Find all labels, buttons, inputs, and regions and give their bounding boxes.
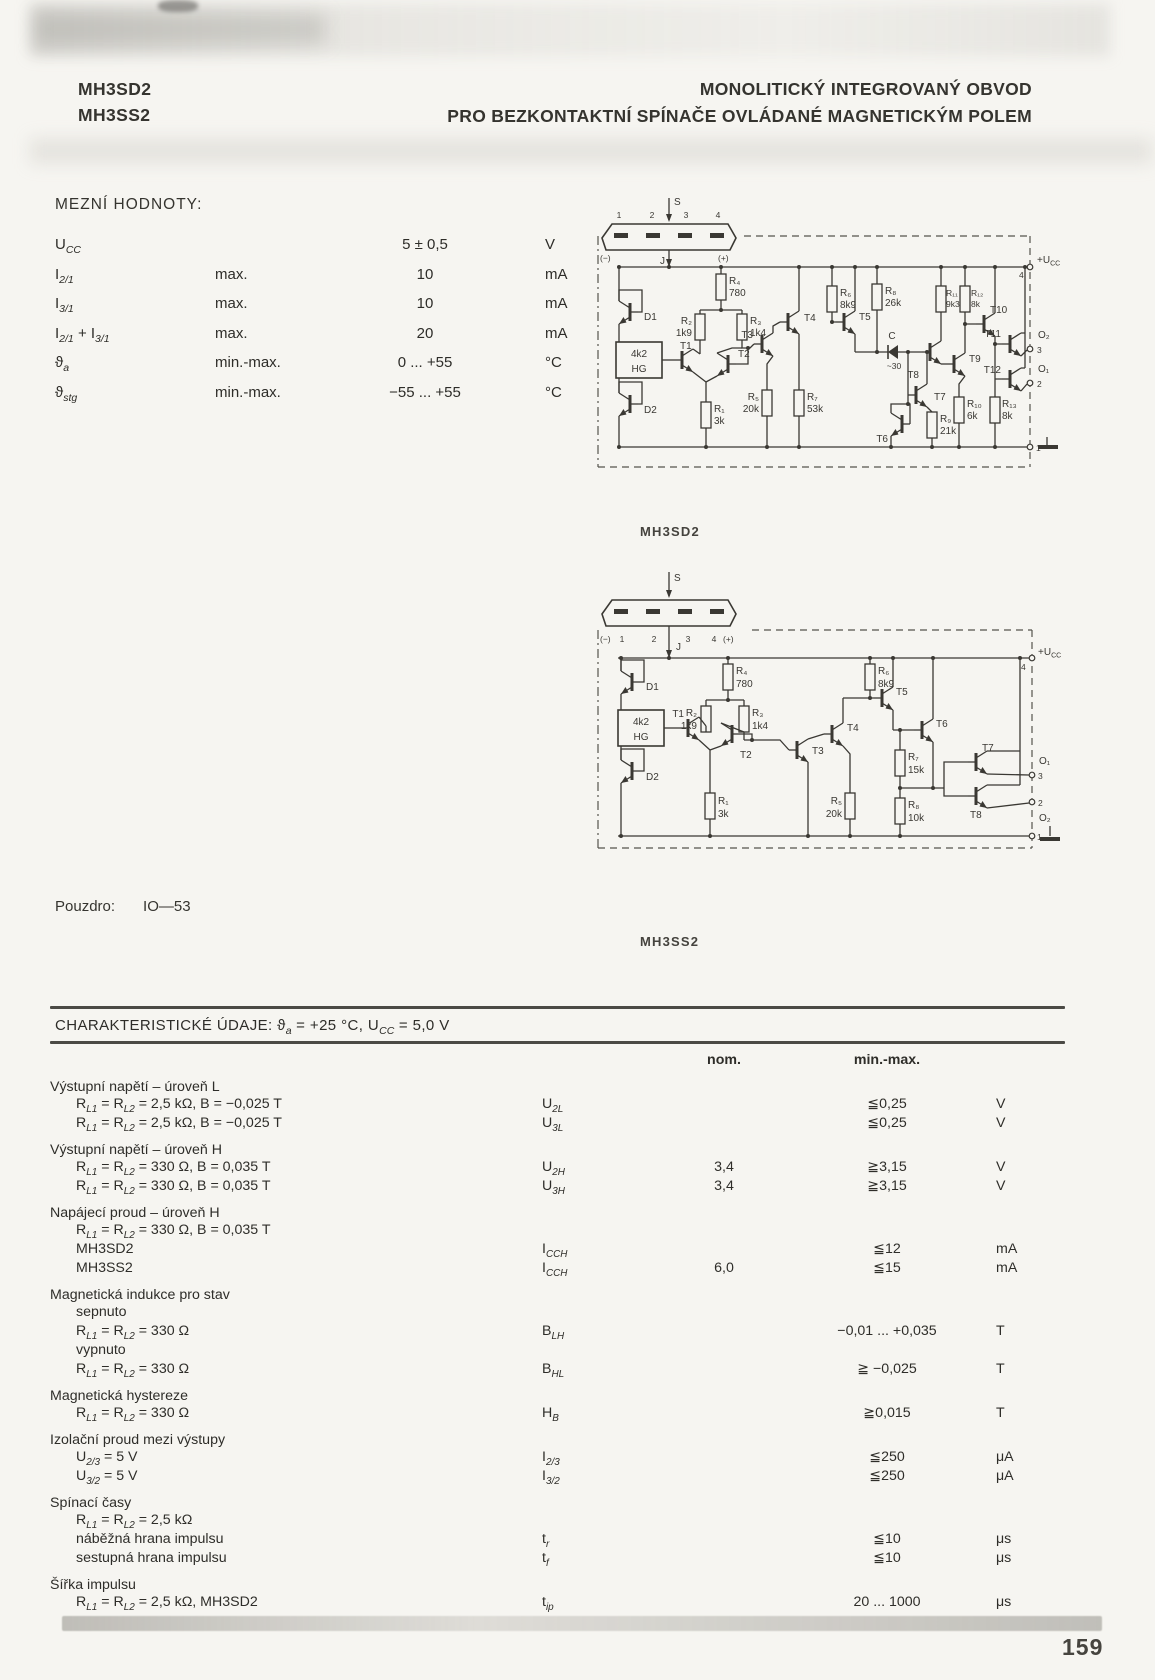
group-title: Výstupní napětí – úroveň H [50,1142,222,1158]
ref-r5: R₅ [747,392,759,403]
nom-value [660,1095,788,1114]
page-title [320,76,1032,130]
s-label: S [674,197,681,208]
r6-value: 8k9 [878,679,895,690]
r8-value: 26k [885,298,902,309]
ref-r11: R₁₁ [946,288,958,298]
unit: V [996,1096,1006,1112]
condition: $R_{L1} = R_{L2} = 330$ Ω, B = 0,035 T [76,1159,271,1178]
package-label: Pouzdro: [55,898,116,915]
ref-d2: D2 [644,405,657,416]
ref-r10: R₁₀ [967,399,982,410]
r2-value: 1k9 [680,721,697,732]
heading-conditions: $ϑ_a = +25$ °C, $U_{CC} = 5,0$ V [277,1017,450,1037]
table-row [50,1259,1065,1278]
part-number-2: MH3SS2 [78,105,151,125]
table-row [50,1095,1065,1114]
table-row [55,348,615,378]
schematic-caption: MH3SD2 [640,524,700,539]
symbol: $I_{2/3}$ [542,1449,560,1468]
ref-t5: T5 [859,312,871,323]
minmax-value: ≦12 [873,1241,901,1257]
r1-value: 3k [714,416,725,427]
r12-value: 8k [971,299,980,309]
pin-number: 2 [1037,379,1042,389]
table-row [50,1511,1065,1530]
ref-r7: R₇ [807,392,818,403]
group-title: Výstupní napětí – úroveň L [50,1079,220,1095]
nom-value [660,1467,788,1486]
table-row [50,1158,1065,1177]
symbol: $B_{LH}$ [542,1323,565,1342]
param-group [50,1079,1065,1133]
nom-value [660,1322,788,1341]
r13-value: 8k [1002,411,1013,422]
symbol: $I_{3/1}$ [55,295,74,315]
ref-t6: T6 [876,434,888,445]
unit: V [996,1159,1006,1175]
table-row [50,1177,1065,1196]
nom-value: 3,4 [714,1159,734,1175]
unit: V [545,236,556,253]
symbol: $I_{2/1}$ [55,265,74,286]
package-outline [602,600,736,626]
minmax-value: ≦0,25 [867,1096,907,1112]
table-row [50,1322,1065,1341]
group-title: Magnetická hystereze [50,1388,189,1404]
unit: μA [996,1449,1014,1465]
limits-heading: MEZNÍ HODNOTY: [55,196,203,213]
nom-value [660,1240,788,1259]
j-label: J [660,256,665,267]
ref-r2: R₂ [685,708,697,719]
package-line [55,898,219,915]
group-title: Spínací časy [50,1495,132,1511]
package-value: IO—53 [143,898,191,915]
unit: μs [996,1550,1012,1566]
condition: $R_{L1} = R_{L2} = 330$ Ω, B = 0,035 T [76,1222,271,1241]
hg-value: 4k2 [630,349,648,360]
symbol: $U_{CC}$ [55,236,82,256]
ucc-label: $+U_{CC}$ [1038,647,1062,660]
unit: V [996,1115,1006,1131]
condition: sepnuto [76,1304,127,1320]
param-group [50,1432,1065,1486]
table-row [50,1467,1065,1486]
symbol: $I_{CCH}$ [542,1260,568,1279]
param-group [50,1388,1065,1423]
unit: μA [996,1468,1014,1484]
part-numbers [78,76,151,128]
ref-t1: T1 [680,341,692,352]
r9-value: 21k [940,426,957,437]
pin-number: 1 [1037,832,1042,842]
symbol: $U_{3L}$ [542,1115,564,1134]
condition: $R_{L1} = R_{L2} = 2,5$ kΩ, MH3SD2 [76,1594,258,1613]
pin-label: 4 [711,634,717,644]
junction-dots [617,265,1027,449]
minmax-value: ≧3,15 [867,1178,907,1194]
param-group [50,1577,1065,1612]
output-label: O₁ [1039,756,1051,767]
characteristics-section [50,1006,1065,1612]
value: 10 [416,295,434,312]
symbol: $ϑ_a$ [55,354,70,374]
col-nom: nom. [707,1052,741,1068]
minmax-value: ≧ −0,025 [857,1361,917,1377]
group-title: Napájecí proud – úroveň H [50,1205,220,1221]
symbol: $I_{3/2}$ [542,1468,560,1487]
ref-t2: T2 [740,750,752,761]
ref-t10: T10 [990,305,1008,316]
minmax-value: ≦15 [873,1260,901,1276]
output-label: O₁ [1038,364,1050,375]
ref-t8: T8 [970,810,982,821]
symbol: $t_{ip}$ [542,1594,554,1613]
pin-label: 4 [715,210,721,220]
unit: mA [545,265,568,283]
condition: sestupná hrana impulsu [76,1550,227,1566]
ref-t3: T3 [812,746,824,757]
title-line-2: PRO BEZKONTAKTNÍ SPÍNAČE OVLÁDANÉ MAGNETICKÝM POLEM [447,106,1032,126]
ref-t1: T1 [672,709,684,720]
ref-r5: R₅ [830,796,842,807]
ref-r8: R₈ [908,800,920,811]
r7-value: 15k [908,765,925,776]
output-label: O₂ [1038,330,1050,341]
unit: °C [545,354,562,371]
ref-t7: T7 [982,743,994,754]
ref-r6: R₆ [878,666,890,677]
ref-t3: T3 [741,330,753,341]
scan-smudge [30,138,1152,164]
hg-label: HG [633,732,649,743]
divider [50,1041,1065,1044]
nom-value [660,1360,788,1379]
table-row [50,1221,1065,1240]
table-row [50,1448,1065,1467]
ref-r4: R₄ [736,666,748,677]
condition: min.-max. [215,354,281,371]
r5-value: 20k [825,809,842,820]
ref-t4: T4 [804,313,816,324]
ic-border [598,630,1032,848]
table-row [50,1303,1065,1322]
r8-value: 10k [908,813,925,824]
nom-value [660,1549,788,1568]
ucc-label: $+U_{CC}$ [1037,255,1061,268]
table-row [50,1530,1065,1549]
ref-r3: R₃ [752,708,764,719]
symbol: $H_B$ [542,1405,559,1424]
ref-t5: T5 [896,687,908,698]
unit: μs [996,1594,1012,1610]
r3-value: 1k4 [752,721,769,732]
hg-label: HG [631,364,647,375]
condition: max. [215,265,248,283]
ref-d1: D1 [644,312,657,323]
symbol: $t_r$ [542,1531,550,1550]
r10-value: 6k [967,411,978,422]
nom-value [660,1593,788,1612]
package-outline [602,224,736,250]
condition: vypnuto [76,1342,126,1358]
condition: $R_{L1} = R_{L2} = 330$ Ω [76,1405,190,1424]
j-label: J [676,642,681,653]
polarity-minus: (−) [600,253,611,263]
pin-label: 3 [683,210,689,220]
ref-t6: T6 [936,719,948,730]
unit: °C [545,383,562,401]
r11-value: 9k3 [946,299,960,309]
schematic-caption: MH3SS2 [640,934,700,949]
pin-number: 4 [1021,662,1026,672]
unit: T [996,1323,1005,1339]
table-row [50,1593,1065,1612]
value: 5 ± 0,5 [402,236,448,253]
r2-value: 1k9 [675,328,692,339]
symbol: $ϑ_{stg}$ [55,383,78,404]
minmax-value: 20 ... 1000 [853,1594,921,1610]
pin-number: 3 [1037,345,1042,355]
ref-r2: R₂ [680,316,692,327]
r5-value: 20k [742,404,759,415]
unit: T [996,1361,1005,1377]
minmax-value: ≦250 [869,1449,905,1465]
scan-mark [158,0,198,12]
pin-label: 2 [651,634,657,644]
table-row [50,1341,1065,1360]
unit: V [996,1178,1006,1194]
unit: T [996,1405,1005,1421]
page-number: 159 [1062,1634,1104,1660]
value: 0 ... +55 [397,354,453,371]
r6-value: 8k9 [840,300,857,311]
condition: $R_{L1} = R_{L2} = 330$ Ω [76,1361,190,1380]
param-group [50,1205,1065,1278]
pin-number: 1 [1036,443,1041,453]
ref-d1: D1 [646,682,659,693]
ref-r8: R₈ [885,286,897,297]
hg-value: 4k2 [632,717,650,728]
unit: mA [545,324,568,342]
table-row [50,1549,1065,1568]
r4-value: 780 [729,288,746,299]
symbol: $I_{2/1} + I_{3/1}$ [55,324,110,345]
ref-t7: T7 [934,392,946,403]
ref-c: C [888,331,896,342]
ref-r12: R₁₂ [971,288,984,298]
table-row [55,260,615,290]
nom-value [660,1404,788,1423]
table-row [55,230,615,260]
table-row [55,378,615,408]
pin-number: 4 [1019,270,1024,280]
pin-label: 2 [649,210,655,220]
s-label: S [674,573,681,584]
ref-t9: T9 [969,354,981,365]
table-row [50,1240,1065,1259]
r7-value: 53k [807,404,824,415]
ref-t2: T2 [738,349,750,360]
pin-number: 2 [1038,798,1043,808]
group-title: Magnetická indukce pro stav [50,1287,230,1303]
table-row [50,1360,1065,1379]
scan-smudge [30,4,1110,56]
unit: mA [545,295,568,312]
table-row [50,1114,1065,1133]
schematic-mh3ss2 [592,558,1062,878]
condition: MH3SD2 [76,1241,134,1257]
polarity-plus: (+) [718,253,729,263]
scan-smudge [35,14,325,44]
minmax-value: ≦0,25 [867,1115,907,1131]
ref-t11: T11 [984,329,1001,340]
minmax-value: ≦10 [873,1550,901,1566]
schematic-mh3sd2 [592,192,1062,512]
value: 10 [416,265,434,283]
ref-t12: T12 [983,365,1001,376]
symbol: $U_{2L}$ [542,1096,564,1115]
condition: min.-max. [215,383,281,401]
group-title: Izolační proud mezi výstupy [50,1432,226,1448]
condition: max. [215,324,248,342]
pin-number: 3 [1038,771,1043,781]
condition: $R_{L1} = R_{L2} = 2,5$ kΩ, B = −0,025 T [76,1115,282,1134]
condition: $R_{L1} = R_{L2} = 330$ Ω, B = 0,035 T [76,1178,271,1197]
unit: mA [996,1241,1018,1257]
condition: $R_{L1} = R_{L2} = 2,5$ kΩ [76,1512,193,1531]
unit: mA [996,1260,1018,1276]
column-headers [50,1051,1065,1070]
polarity-plus: (+) [723,634,734,644]
pin-label: 1 [619,634,625,644]
ref-r1: R₁ [718,796,729,807]
symbol: $I_{CCH}$ [542,1241,568,1260]
param-group [50,1495,1065,1568]
condition [215,230,350,260]
value: −55 ... +55 [389,383,461,401]
value: 20 [416,324,434,342]
pin-label: 3 [685,634,691,644]
minmax-value: ≧0,015 [863,1405,911,1421]
table-row [55,289,615,319]
r1-value: 3k [718,809,729,820]
r3-value: 1k4 [750,328,767,339]
minmax-value: ≦250 [869,1468,905,1484]
polarity-minus: (−) [600,634,611,644]
footer-scan-bar [62,1616,1102,1631]
symbol: $U_{2H}$ [542,1159,565,1178]
col-minmax: min.-max. [853,1052,921,1068]
nom-value [660,1114,788,1133]
ref-d2: D2 [646,772,659,783]
condition: MH3SS2 [76,1260,133,1276]
table-row [55,319,615,349]
table-row [50,1404,1065,1423]
nom-value: 6,0 [714,1260,734,1276]
nom-value: 3,4 [714,1178,734,1194]
nom-value [660,1530,788,1549]
heading-text: CHARAKTERISTICKÉ ÚDAJE: [55,1017,273,1034]
ref-r4: R₄ [729,276,741,287]
condition: $R_{L1} = R_{L2} = 2,5$ kΩ, B = −0,025 T [76,1096,282,1115]
param-group [50,1142,1065,1196]
output-label: O₂ [1039,813,1051,824]
ref-t4: T4 [847,723,859,734]
unit: μs [996,1531,1012,1547]
r4-value: 780 [736,679,753,690]
minmax-value: ≧3,15 [867,1159,907,1175]
pin-label: 1 [616,210,622,220]
condition: náběžná hrana impulsu [76,1531,224,1547]
ref-t8: T8 [907,370,919,381]
characteristics-heading [50,1009,1065,1041]
symbol: $U_{3H}$ [542,1178,565,1197]
symbol: $t_f$ [542,1550,549,1569]
ref-r13: R₁₃ [1002,399,1017,410]
condition: $U_{3/2} = 5$ V [76,1468,138,1487]
title-line-1: MONOLITICKÝ INTEGROVANÝ OBVOD [699,79,1032,99]
condition: $U_{2/3} = 5$ V [76,1449,138,1468]
ref-r9: R₉ [940,414,952,425]
minmax-value: ≦10 [873,1531,901,1547]
ref-r7: R₇ [908,752,919,763]
nom-value [660,1448,788,1467]
ref-r3: R₃ [750,316,762,327]
c-value: ~30 [886,361,902,371]
minmax-value: −0,01 ... +0,035 [837,1323,937,1339]
ref-r1: R₁ [714,404,725,415]
param-group [50,1287,1065,1379]
condition: max. [215,295,248,312]
part-number-1: MH3SD2 [78,79,152,99]
symbol: $B_{HL}$ [542,1361,565,1380]
condition: $R_{L1} = R_{L2} = 330$ Ω [76,1323,190,1342]
ref-r6: R₆ [840,288,852,299]
limit-values-section [55,196,615,407]
group-title: Šířka impulsu [50,1577,136,1593]
